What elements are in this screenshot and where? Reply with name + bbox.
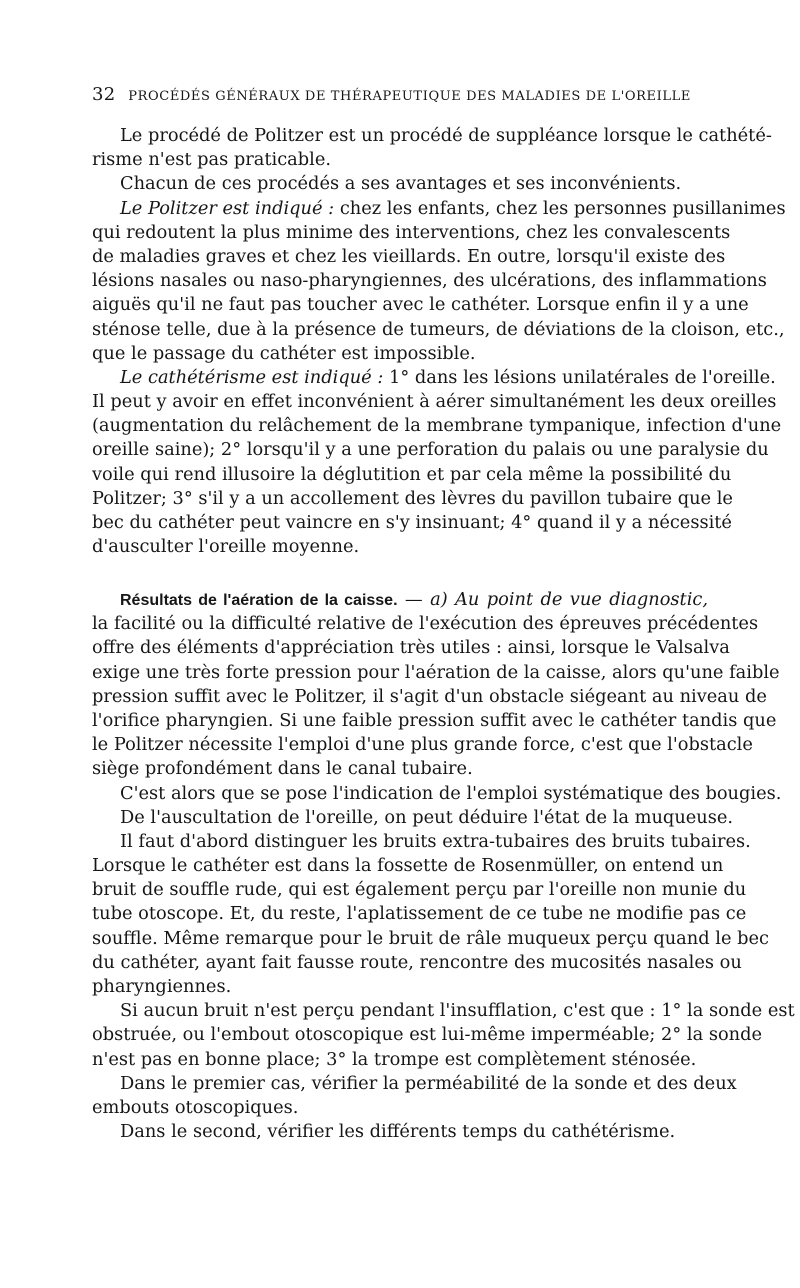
text-line: lésions nasales ou naso-pharyngiennes, des ulcérations, des inflammations [92, 270, 767, 292]
text-line: la facilité ou la difficulté relative de l'exécution des épreuves précédentes [92, 613, 759, 635]
text-line: Politzer; 3° s'il y a un accollement des lèvres du pavillon tubaire que le [92, 487, 733, 509]
text-line: (augmentation du relâchement de la membrane tympanique, infection d'une [92, 415, 782, 437]
section-heading: Résultats de l'aération de la caisse. [120, 592, 398, 609]
text-fragment: 1° dans les lésions unilatérales de l'oreille. [389, 366, 776, 388]
text-line: Il peut y avoir en effet inconvénient à aérer simultanément les deux oreilles [92, 391, 777, 413]
text-line: obstruée, ou l'embout otoscopique est lui-même imperméable; 2° la sonde [92, 1024, 763, 1046]
running-title: PROCÉDÉS GÉNÉRAUX DE THÉRAPEUTIQUE DES MALADIES DE L'OREILLE [128, 89, 691, 104]
text-line: oreille saine); 2° lorsqu'il y a une perforation du palais ou une paralysie du [92, 439, 769, 461]
heading-dash: — [397, 589, 431, 610]
text-line: aiguës qu'il ne faut pas toucher avec le cathéter. Lorsque enfin il y a une [92, 294, 749, 316]
text-fragment: chez les enfants, chez les personnes pusillanimes [339, 197, 786, 219]
text-line: exige une très forte pression pour l'aération de la caisse, alors qu'une faible [92, 661, 780, 683]
running-header [92, 84, 712, 105]
italic-lead-catheterisme: Le cathétérisme est indiqué : [120, 366, 384, 388]
text-line: Dans le premier cas, vérifier la perméabilité de la sonde et des deux [120, 1072, 737, 1094]
text-line: Chacun de ces procédés a ses avantages et ses inconvénients. [120, 173, 682, 195]
text-line: bruit de souffle rude, qui est également perçu par l'oreille non munie du [92, 879, 747, 901]
text-line: siège profondément dans le canal tubaire. [92, 758, 473, 780]
text-line: que le passage du cathéter est impossible. [92, 342, 476, 364]
text-line: C'est alors que se pose l'indication de l'emploi systématique des bougies. [120, 782, 782, 804]
text-line: tube otoscope. Et, du reste, l'aplatissement de ce tube ne modifie pas ce [92, 903, 747, 925]
text-line: Lorsque le cathéter est dans la fossette de Rosenmüller, on entend un [92, 855, 724, 877]
text-line: offre des éléments d'appréciation très utiles : ainsi, lorsque le Valsalva [92, 637, 730, 659]
text-line: sténose telle, due à la présence de tumeurs, de déviations de la cloison, etc., [92, 318, 785, 340]
text-line: pharyngiennes. [92, 976, 232, 997]
text-line: Si aucun bruit n'est perçu pendant l'insufflation, c'est que : 1° la sonde est [120, 1000, 795, 1022]
section-subheading: a) Au point de vue diagnostic, [430, 589, 708, 610]
text-line: Il faut d'abord distinguer les bruits extra-tubaires des bruits tubaires. [120, 830, 751, 852]
text-line: voile qui rend illusoire la déglutition et par cela même la possibilité du [92, 463, 732, 485]
text-line: n'est pas en bonne place; 3° la trompe est complètement sténosée. [92, 1048, 697, 1070]
italic-lead-politzer: Le Politzer est indiqué : [120, 197, 335, 219]
text-line: du cathéter, ayant fait fausse route, rencontre des mucosités nasales ou [92, 951, 742, 973]
text-line: qui redoutent la plus minime des interventions, chez les convalescents [92, 221, 731, 243]
text-line: Dans le second, vérifier les différents temps du cathétérisme. [120, 1121, 676, 1143]
text-line: l'orifice pharyngien. Si une faible pression suffit avec le cathéter tandis que [92, 709, 777, 731]
text-line: le Politzer nécessite l'emploi d'une plus grande force, c'est que l'obstacle [92, 734, 753, 756]
text-line: pression suffit avec le Politzer, il s'agit d'un obstacle siégeant au niveau de [92, 685, 767, 707]
text-line: embouts otoscopiques. [92, 1096, 299, 1118]
text-line: de maladies graves et chez les vieillards. En outre, lorsqu'il existe des [92, 245, 726, 267]
section-1-paragraphs [92, 124, 786, 559]
text-line: risme n'est pas praticable. [92, 149, 332, 171]
section-heading-line [92, 588, 708, 612]
text-line [92, 366, 776, 390]
text-line: d'ausculter l'oreille moyenne. [92, 536, 360, 558]
section-2-paragraphs [92, 588, 795, 1144]
text-line: De l'auscultation de l'oreille, on peut déduire l'état de la muqueuse. [120, 806, 734, 828]
page-number: 32 [92, 84, 116, 105]
text-line: bec du cathéter peut vaincre en s'y insinuant; 4° quand il y a nécessité [92, 512, 732, 533]
text-line: souffle. Même remarque pour le bruit de râle muqueux perçu quand le bec [92, 927, 769, 949]
text-line: Le procédé de Politzer est un procédé de suppléance lorsque le cathété- [120, 125, 772, 146]
text-line [92, 197, 786, 221]
